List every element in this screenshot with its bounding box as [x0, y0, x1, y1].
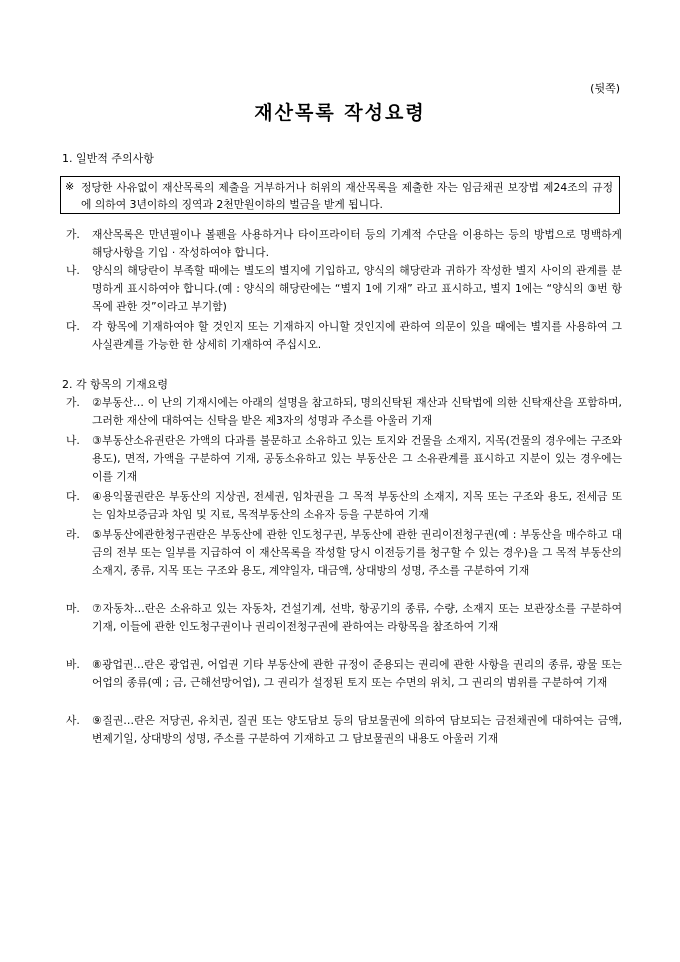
- list-item: [66, 712, 622, 748]
- penalty-notice-text: 정당한 사유없이 재산목록의 제출을 거부하거나 허위의 재산목록을 제출한 자는 임금채권 보장법 제24조의 규정에 의하여 3년이하의 징역과 2천만원이하의 벌금을 받게 됩니다.: [81, 181, 613, 211]
- item-marker: 가.: [66, 228, 80, 241]
- list-item: [66, 488, 622, 524]
- penalty-notice-box: [60, 176, 620, 214]
- list-item: [66, 600, 622, 636]
- item-marker: 마.: [66, 602, 80, 615]
- item-marker: 다.: [66, 320, 80, 333]
- page-side-label: (뒷쪽): [590, 82, 620, 95]
- item-text: ⑨질권…란은 저당권, 유치권, 질권 또는 양도담보 등의 담보물권에 의하여 담보되는 금전채권에 대하여는 금액, 변제기일, 상대방의 성명, 주소를 구분하여 기재하고 그 담보물권의 내용도 아울러 기재: [92, 714, 622, 745]
- item-text: ③부동산소유권란은 가액의 다과를 불문하고 소유하고 있는 토지와 건물을 소재지, 지목(건물의 경우에는 구조와 용도), 면적, 가액을 구분하여 기재, 공동소유하고 있는 부동산은 그 소유관계를 표시하고 지분이 있는 경우에는 이를 기재: [92, 434, 622, 483]
- list-item: [66, 318, 622, 354]
- list-item: [66, 656, 622, 692]
- item-marker: 라.: [66, 528, 80, 541]
- item-marker: 사.: [66, 714, 80, 727]
- list-item: [66, 262, 622, 316]
- section-2-heading: 2. 각 항목의 기재요령: [62, 378, 168, 391]
- item-marker: 나.: [66, 434, 80, 447]
- list-item: [66, 526, 622, 580]
- item-text: ⑧광업권…란은 광업권, 어업권 기타 부동산에 관한 규정이 준용되는 권리에 관한 사항을 권리의 종류, 광물 또는 어업의 종류(예 ; 금, 근해선망어업), 그 권리가 설정된 토지 또는 수면의 위치, 그 권리의 범위를 구분하여 기재: [92, 658, 622, 689]
- item-marker: 바.: [66, 658, 80, 671]
- item-marker: 가.: [66, 396, 80, 409]
- item-text: 양식의 해당란이 부족할 때에는 별도의 별지에 기입하고, 양식의 해당란과 귀하가 작성한 별지 사이의 관계를 분명하게 표시하여야 합니다.(예 : 양식의 해당란에는 “별지 1에 기재” 라고 표시하고, 별지 1에는 “양식의 ③번 항목에 관한 것”이라고 부기함): [92, 264, 622, 313]
- item-text: ②부동산… 이 난의 기재시에는 아래의 설명을 참고하되, 명의신탁된 재산과 신탁법에 의한 신탁재산을 포함하며, 그러한 재산에 대하여는 신탁을 받은 제3자의 성명과 주소를 아울러 기재: [92, 396, 622, 427]
- item-text: 재산목록은 만년필이나 볼펜을 사용하거나 타이프라이터 등의 기계적 수단을 이용하는 등의 방법으로 명백하게 해당사항을 기입 · 작성하여야 합니다.: [92, 228, 622, 259]
- item-text: 각 항목에 기재하여야 할 것인지 또는 기재하지 아니할 것인지에 관하여 의문이 있을 때에는 별지를 사용하여 그 사실관계를 가능한 한 상세히 기재하여 주십시오.: [92, 320, 622, 351]
- list-item: [66, 226, 622, 262]
- document-title: 재산목록 작성요령: [254, 102, 426, 124]
- reference-mark: ※: [65, 180, 75, 193]
- item-text: ⑤부동산에관한청구권란은 부동산에 관한 인도청구권, 부동산에 관한 권리이전청구권(예 : 부동산을 매수하고 대금의 전부 또는 일부를 지급하여 이 재산목록을 작성할 당시 이전등기를 청구할 수 있는 경우)을 그 목적 부동산의 소재지, 종류, 지목 또는 구조와 용도, 계약일자, 대금액, 상대방의 성명, 주소를 구분하여 기재: [92, 528, 622, 577]
- list-item: [66, 394, 622, 430]
- item-marker: 다.: [66, 490, 80, 503]
- item-text: ⑦자동차…란은 소유하고 있는 자동차, 건설기계, 선박, 항공기의 종류, 수량, 소재지 또는 보관장소를 구분하여 기재, 이들에 관한 인도청구권이나 권리이전청구권에 관하여는 라항목을 참조하여 기재: [92, 602, 622, 633]
- item-text: ④용익물권란은 부동산의 지상권, 전세권, 임차권을 그 목적 부동산의 소재지, 지목 또는 구조와 용도, 전세금 또는 임차보증금과 차임 및 지료, 목적부동산의 소유자 등을 구분하여 기재: [92, 490, 622, 521]
- section-1-heading: 1. 일반적 주의사항: [62, 152, 154, 165]
- list-item: [66, 432, 622, 486]
- item-marker: 나.: [66, 264, 80, 277]
